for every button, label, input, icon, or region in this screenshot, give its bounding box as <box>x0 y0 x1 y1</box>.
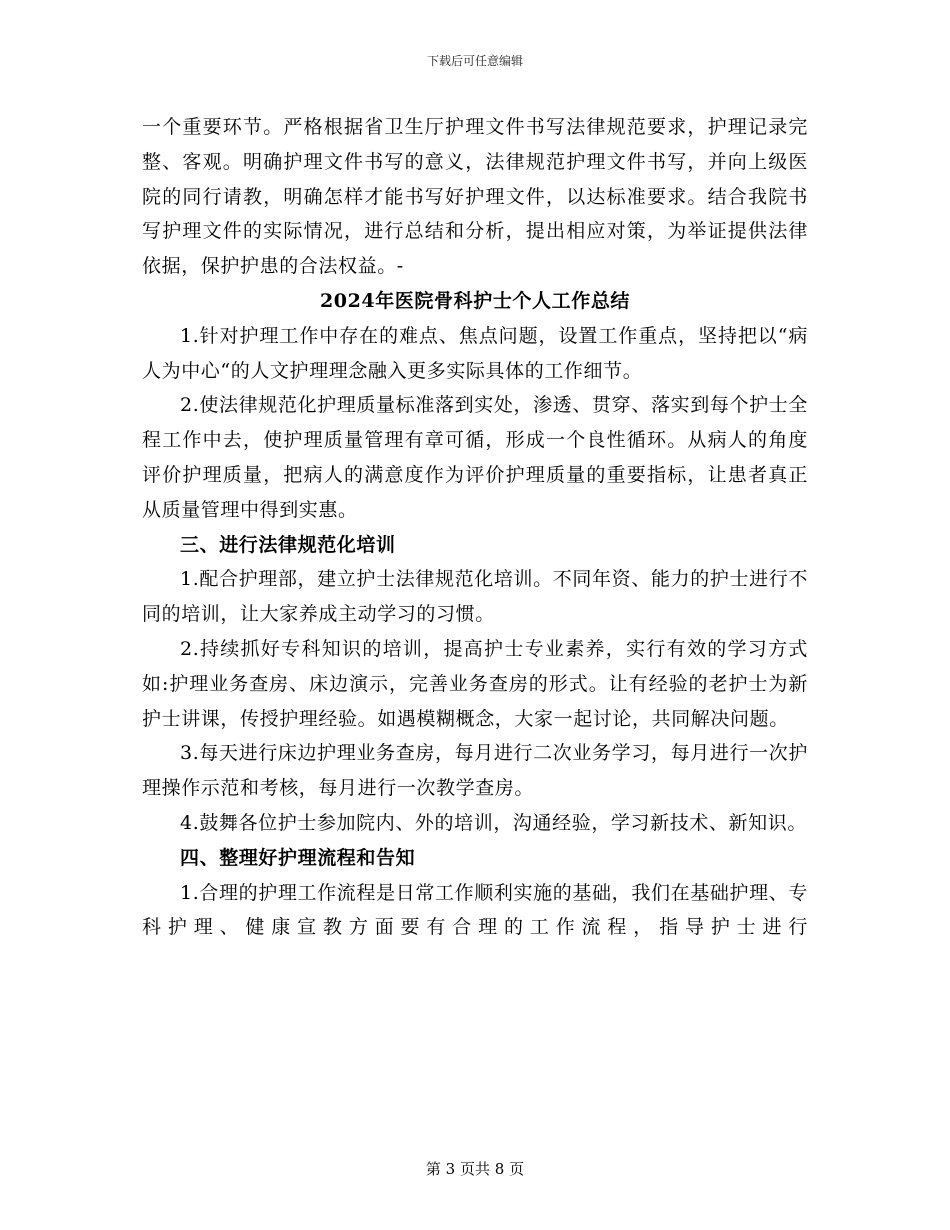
document-title: 2024年医院骨科护士个人工作总结 <box>319 289 631 312</box>
document-body <box>142 110 808 945</box>
paragraph-training-4: 4.鼓舞各位护士参加院内、外的培训，沟通经验，学习新技术、新知识。 <box>180 811 807 834</box>
paragraph-item-1: 1.针对护理工作中存在的难点、焦点问题，设置工作重点，坚持把以“病人为中心“的人文护理理念融入更多实际具体的工作细节。 <box>142 324 808 382</box>
paragraph-training-1: 1.配合护理部，建立护士法律规范化培训。不同年资、能力的护士进行不同的培训，让大家养成主动学习的习惯。 <box>142 568 808 626</box>
section-heading-3: 三、进行法律规范化培训 <box>180 533 396 556</box>
paragraph-item-2: 2.使法律规范化护理质量标准落到实处，渗透、贯穿、落实到每个护士全程工作中去，使护理质量管理有章可循，形成一个良性循环。从病人的角度评价护理质量，把病人的满意度作为评价护理质量的重要指标，让患者真正从质量管理中得到实惠。 <box>142 394 808 521</box>
page-header: 下载后可任意编辑 <box>426 54 523 68</box>
paragraph-process-1: 1.合理的护理工作流程是日常工作顺利实施的基础，我们在基础护理、专科护理、健康宣教方面要有合理的工作流程，指导护士进行 <box>142 881 808 939</box>
paragraph-training-2: 2.持续抓好专科知识的培训，提高护士专业素养，实行有效的学习方式如:护理业务查房、床边演示，完善业务查房的形式。让有经验的老护士为新护士讲课，传授护理经验。如遇模糊概念，大家一起讨论，共同解决问题。 <box>142 637 808 730</box>
section-heading-4: 四、整理好护理流程和告知 <box>180 846 416 869</box>
page-footer: 第 3 页共 8 页 <box>425 1160 525 1178</box>
paragraph-training-3: 3.每天进行床边护理业务查房，每月进行二次业务学习，每月进行一次护理操作示范和考核，每月进行一次教学查房。 <box>142 742 808 800</box>
paragraph-continued: 一个重要环节。严格根据省卫生厅护理文件书写法律规范要求，护理记录完整、客观。明确护理文件书写的意义，法律规范护理文件书写，并向上级医院的同行请教，明确怎样才能书写好护理文件，以达标准要求。结合我院书写护理文件的实际情况，进行总结和分析，提出相应对策，为举证提供法律依据，保护护患的合法权益。- <box>142 116 808 278</box>
